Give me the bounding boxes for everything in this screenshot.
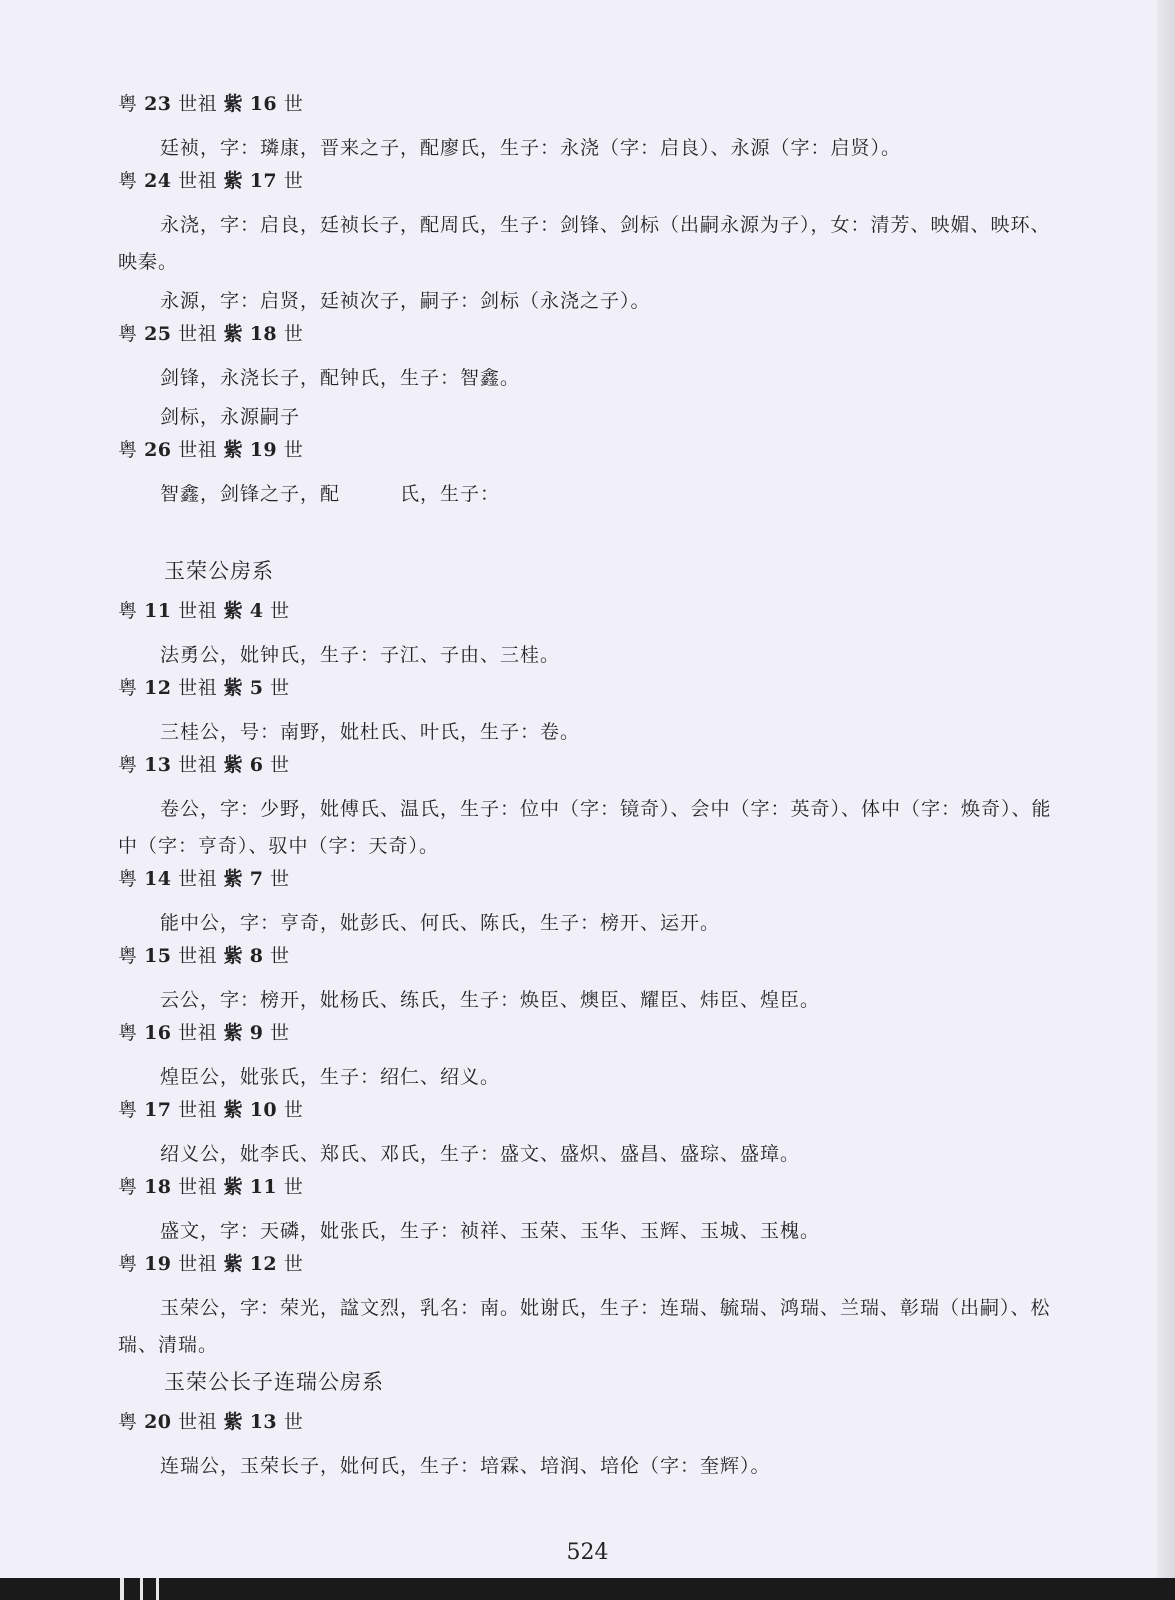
generation-label: 世: [283, 1176, 304, 1198]
generation-heading: [118, 1252, 1058, 1276]
generation-label: 世: [269, 1022, 290, 1044]
generation-label: 世: [283, 439, 304, 461]
generation-label: 紫: [223, 945, 244, 967]
generation-heading: [118, 1175, 1058, 1199]
generation-label: 世: [283, 1099, 304, 1121]
generation-number: 20: [144, 1411, 172, 1433]
generation-heading: [118, 169, 1058, 193]
generation-label: 紫: [223, 1253, 244, 1275]
generation-label: 世祖: [178, 323, 218, 345]
generation-heading: [118, 438, 1058, 462]
genealogy-entry: 法勇公，妣钟氏，生子：子江、子由、三桂。: [160, 644, 561, 666]
generation-heading: [118, 1021, 1058, 1045]
generation-label: 粤: [118, 1176, 138, 1198]
genealogy-entry: 绍义公，妣李氏、郑氏、邓氏，生子：盛文、盛炽、盛昌、盛琮、盛璋。: [160, 1143, 801, 1165]
generation-number: 9: [249, 1022, 264, 1044]
genealogy-entry: 云公，字：榜开，妣杨氏、练氏，生子：焕臣、燠臣、耀臣、炜臣、煌臣。: [160, 989, 821, 1011]
generation-label: 粤: [118, 93, 138, 115]
generation-number: 10: [249, 1099, 278, 1121]
generation-label: 世祖: [178, 868, 218, 890]
generation-label: 粤: [118, 677, 138, 699]
generation-label: 世祖: [178, 677, 218, 699]
genealogy-entry: 廷祯，字：璘康，晋来之子，配廖氏，生子：永浇（字：启良）、永源（字：启贤）。: [160, 137, 902, 159]
generation-label: 粤: [118, 1099, 138, 1121]
generation-label: 粤: [118, 1253, 138, 1275]
generation-label: 紫: [223, 1099, 244, 1121]
generation-number: 16: [144, 1022, 172, 1044]
genealogy-entry: 煌臣公，妣张氏，生子：绍仁、绍义。: [160, 1066, 501, 1088]
generation-label: 世祖: [178, 1411, 218, 1433]
generation-label: 世: [283, 1411, 304, 1433]
generation-label: 粤: [118, 1411, 138, 1433]
generation-number: 6: [249, 754, 264, 776]
generation-number: 18: [144, 1176, 172, 1198]
generation-heading: [118, 92, 1058, 116]
generation-number: 26: [144, 439, 172, 461]
generation-number: 7: [249, 868, 264, 890]
generation-label: 世祖: [178, 93, 218, 115]
generation-label: 粤: [118, 868, 138, 890]
generation-label: 世: [283, 323, 304, 345]
generation-label: 紫: [223, 754, 244, 776]
generation-label: 紫: [223, 677, 244, 699]
generation-label: 世祖: [178, 945, 218, 967]
generation-label: 紫: [223, 1411, 244, 1433]
generation-label: 粤: [118, 323, 138, 345]
generation-number: 18: [249, 323, 278, 345]
generation-number: 5: [249, 677, 264, 699]
generation-label: 紫: [223, 170, 244, 192]
generation-number: 8: [249, 945, 264, 967]
generation-heading: [118, 753, 1058, 777]
genealogy-entry: 智鑫，剑锋之子，配 氏，生子：: [160, 483, 501, 505]
generation-label: 世: [269, 868, 290, 890]
generation-label: 世: [283, 1253, 304, 1275]
genealogy-entry: 剑锋，永浇长子，配钟氏，生子：智鑫。: [160, 367, 521, 389]
generation-label: 粤: [118, 439, 138, 461]
generation-number: 11: [144, 600, 172, 622]
generation-label: 世祖: [178, 1176, 218, 1198]
generation-number: 19: [144, 1253, 172, 1275]
generation-heading: [118, 599, 1058, 623]
generation-label: 世祖: [178, 1253, 218, 1275]
generation-label: 粤: [118, 754, 138, 776]
generation-number: 14: [144, 868, 172, 890]
generation-label: 粤: [118, 1022, 138, 1044]
generation-label: 粤: [118, 945, 138, 967]
generation-label: 世: [269, 677, 290, 699]
generation-number: 12: [249, 1253, 278, 1275]
generation-label: 世祖: [178, 754, 218, 776]
generation-heading: [118, 676, 1058, 700]
generation-label: 世: [269, 600, 290, 622]
generation-heading: [118, 1098, 1058, 1122]
generation-heading: [118, 867, 1058, 891]
genealogy-entry: 玉荣公，字：荣光，諡文烈，乳名：南。妣谢氏，生子：连瑞、毓瑞、鸿瑞、兰瑞、彰瑞（出嗣）、松瑞、清瑞。: [118, 1297, 1051, 1356]
section-heading: 玉荣公房系: [164, 559, 274, 583]
generation-label: 世: [269, 945, 290, 967]
generation-number: 23: [144, 93, 172, 115]
generation-label: 紫: [223, 1022, 244, 1044]
generation-number: 19: [249, 439, 278, 461]
scan-bottom-strip: [0, 1578, 1175, 1600]
generation-number: 25: [144, 323, 172, 345]
genealogy-content: [118, 92, 1058, 1487]
generation-label: 世祖: [178, 1022, 218, 1044]
generation-label: 紫: [223, 600, 244, 622]
generation-heading: [118, 1410, 1058, 1434]
section-heading: 玉荣公长子连瑞公房系: [164, 1370, 384, 1394]
generation-label: 紫: [223, 93, 244, 115]
generation-label: 紫: [223, 1176, 244, 1198]
generation-label: 世: [269, 754, 290, 776]
genealogy-entry: 卷公，字：少野，妣傅氏、温氏，生子：位中（字：镜奇）、会中（字：英奇）、体中（字：焕奇）、能中（字：亨奇）、驭中（字：天奇）。: [118, 798, 1052, 857]
page-number: 524: [566, 1540, 609, 1565]
generation-number: 4: [249, 600, 264, 622]
genealogy-entry: 盛文，字：天磷，妣张氏，生子：祯祥、玉荣、玉华、玉辉、玉城、玉槐。: [160, 1220, 821, 1242]
generation-heading: [118, 944, 1058, 968]
generation-label: 紫: [223, 439, 244, 461]
generation-label: 粤: [118, 170, 138, 192]
generation-label: 粤: [118, 600, 138, 622]
generation-label: 世祖: [178, 600, 218, 622]
generation-label: 世祖: [178, 439, 218, 461]
generation-label: 紫: [223, 323, 244, 345]
generation-number: 13: [249, 1411, 278, 1433]
generation-number: 15: [144, 945, 172, 967]
generation-heading: [118, 322, 1058, 346]
page-edge-shadow: [1157, 0, 1175, 1600]
genealogy-entry: 能中公，字：亨奇，妣彭氏、何氏、陈氏，生子：榜开、运开。: [160, 912, 721, 934]
generation-label: 世: [283, 170, 304, 192]
genealogy-entry: 连瑞公，玉荣长子，妣何氏，生子：培霖、培润、培伦（字：奎辉）。: [160, 1455, 771, 1477]
generation-label: 世祖: [178, 170, 218, 192]
generation-number: 17: [144, 1099, 172, 1121]
genealogy-entry: 永浇，字：启良，廷祯长子，配周氏，生子：剑锋、剑标（出嗣永源为子），女：清芳、映媚、映环、映秦。: [118, 214, 1051, 273]
genealogy-entry: 永源，字：启贤，廷祯次子，嗣子：剑标（永浇之子）。: [160, 290, 651, 312]
generation-number: 13: [144, 754, 172, 776]
genealogy-entry: 三桂公，号：南野，妣杜氏、叶氏，生子：卷。: [160, 721, 581, 743]
generation-label: 世祖: [178, 1099, 218, 1121]
generation-number: 11: [249, 1176, 278, 1198]
generation-label: 紫: [223, 868, 244, 890]
generation-number: 24: [144, 170, 172, 192]
generation-number: 17: [249, 170, 278, 192]
genealogy-entry: 剑标，永源嗣子: [160, 406, 301, 428]
generation-label: 世: [283, 93, 304, 115]
generation-number: 16: [249, 93, 278, 115]
generation-number: 12: [144, 677, 172, 699]
